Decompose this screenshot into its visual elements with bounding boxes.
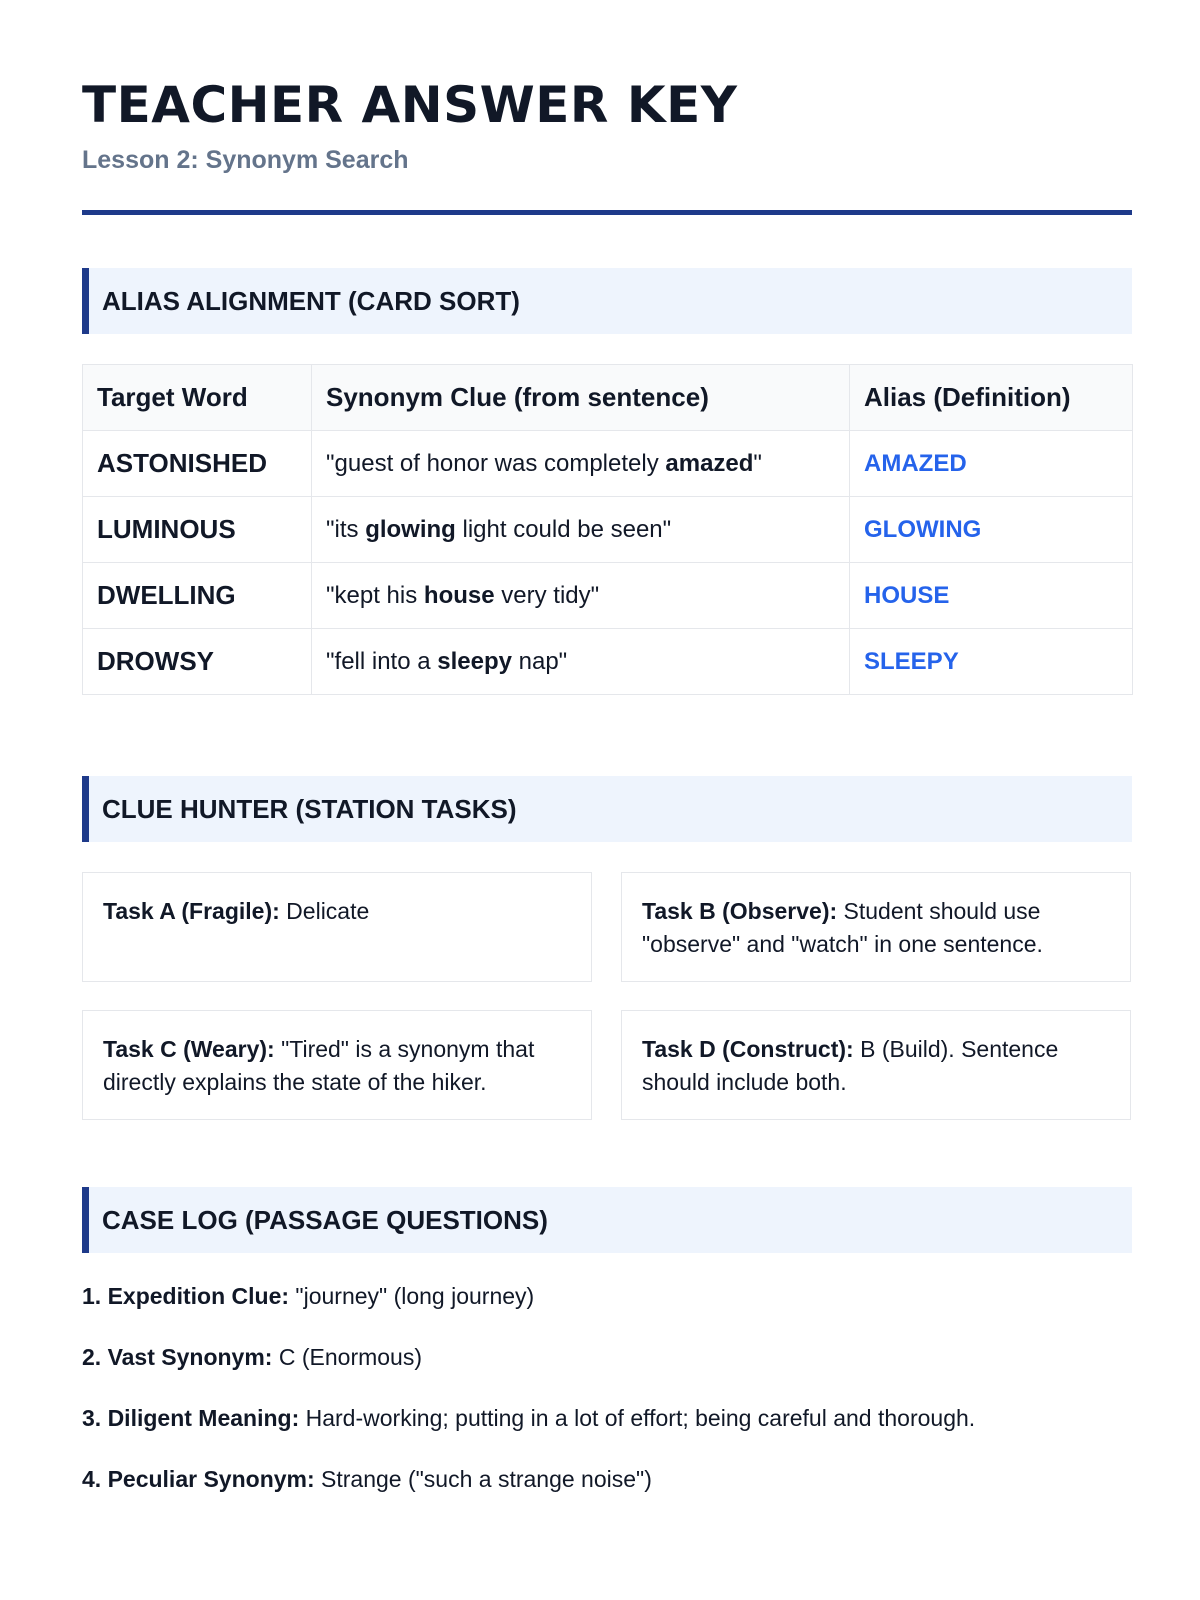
alias-answer: GLOWING: [850, 497, 1133, 563]
table-row: [83, 497, 1133, 563]
clue-text: "its: [326, 515, 366, 543]
answer-item: [82, 1283, 534, 1310]
task-card-d: [621, 1010, 1131, 1120]
answer-item: [82, 1405, 975, 1432]
task-answer: Student should use "observe" and "watch" in one sentence.: [642, 898, 1043, 958]
page-subtitle: Lesson 2: Synonym Search: [82, 146, 409, 174]
answer-text: Hard-working; putting in a lot of effort; being careful and thorough.: [299, 1405, 976, 1431]
task-card-a: [82, 872, 592, 982]
page-title: TEACHER ANSWER KEY: [82, 76, 738, 134]
target-word: LUMINOUS: [83, 497, 312, 563]
task-answer: "Tired" is a synonym that directly explains the state of the hiker.: [103, 1036, 535, 1096]
column-header: Synonym Clue (from sentence): [312, 365, 850, 431]
answer-text: Strange ("such a strange noise"): [314, 1466, 652, 1492]
synonym-clue: [312, 497, 850, 563]
table-row: [83, 563, 1133, 629]
answer-label: 4. Peculiar Synonym:: [82, 1466, 315, 1492]
answer-text: C (Enormous): [272, 1344, 423, 1370]
answer-item: [82, 1466, 652, 1493]
table-row: [83, 431, 1133, 497]
clue-text: light could be seen": [455, 515, 672, 543]
task-label: Task A (Fragile):: [103, 898, 280, 924]
table-header-row: [83, 365, 1133, 431]
answer-label: 1. Expedition Clue:: [82, 1283, 290, 1309]
clue-text: "guest of honor was completely: [326, 449, 666, 477]
clue-keyword: sleepy: [437, 647, 512, 675]
section-heading-case-log: CASE LOG (PASSAGE QUESTIONS): [82, 1187, 1132, 1253]
table-row: [83, 629, 1133, 695]
clue-text: very tidy": [494, 581, 600, 609]
section-heading-clue-hunter: CLUE HUNTER (STATION TASKS): [82, 776, 1132, 842]
target-word: DWELLING: [83, 563, 312, 629]
clue-text: ": [753, 449, 762, 477]
task-label: Task D (Construct):: [642, 1036, 854, 1062]
task-answer: B (Build). Sentence should include both.: [642, 1036, 1059, 1096]
alias-table: [82, 364, 1133, 695]
alias-answer: AMAZED: [850, 431, 1133, 497]
task-label: Task B (Observe):: [642, 898, 838, 924]
target-word: DROWSY: [83, 629, 312, 695]
clue-text: "kept his: [326, 581, 424, 609]
task-answer: Delicate: [279, 898, 370, 924]
column-header: Target Word: [83, 365, 312, 431]
alias-answer: SLEEPY: [850, 629, 1133, 695]
clue-keyword: glowing: [365, 515, 456, 543]
clue-keyword: amazed: [665, 449, 754, 477]
section-heading-alias: ALIAS ALIGNMENT (CARD SORT): [82, 268, 1132, 334]
alias-answer: HOUSE: [850, 563, 1133, 629]
synonym-clue: [312, 431, 850, 497]
answer-label: 2. Vast Synonym:: [82, 1344, 273, 1370]
task-card-b: [621, 872, 1131, 982]
clue-text: nap": [511, 647, 568, 675]
synonym-clue: [312, 629, 850, 695]
column-header: Alias (Definition): [850, 365, 1133, 431]
answer-text: "journey" (long journey): [289, 1283, 535, 1309]
answer-item: [82, 1344, 422, 1371]
answer-label: 3. Diligent Meaning:: [82, 1405, 300, 1431]
clue-keyword: house: [423, 581, 495, 609]
clue-text: "fell into a: [326, 647, 438, 675]
synonym-clue: [312, 563, 850, 629]
task-card-c: [82, 1010, 592, 1120]
task-label: Task C (Weary):: [103, 1036, 275, 1062]
header-divider: [82, 210, 1132, 215]
target-word: ASTONISHED: [83, 431, 312, 497]
